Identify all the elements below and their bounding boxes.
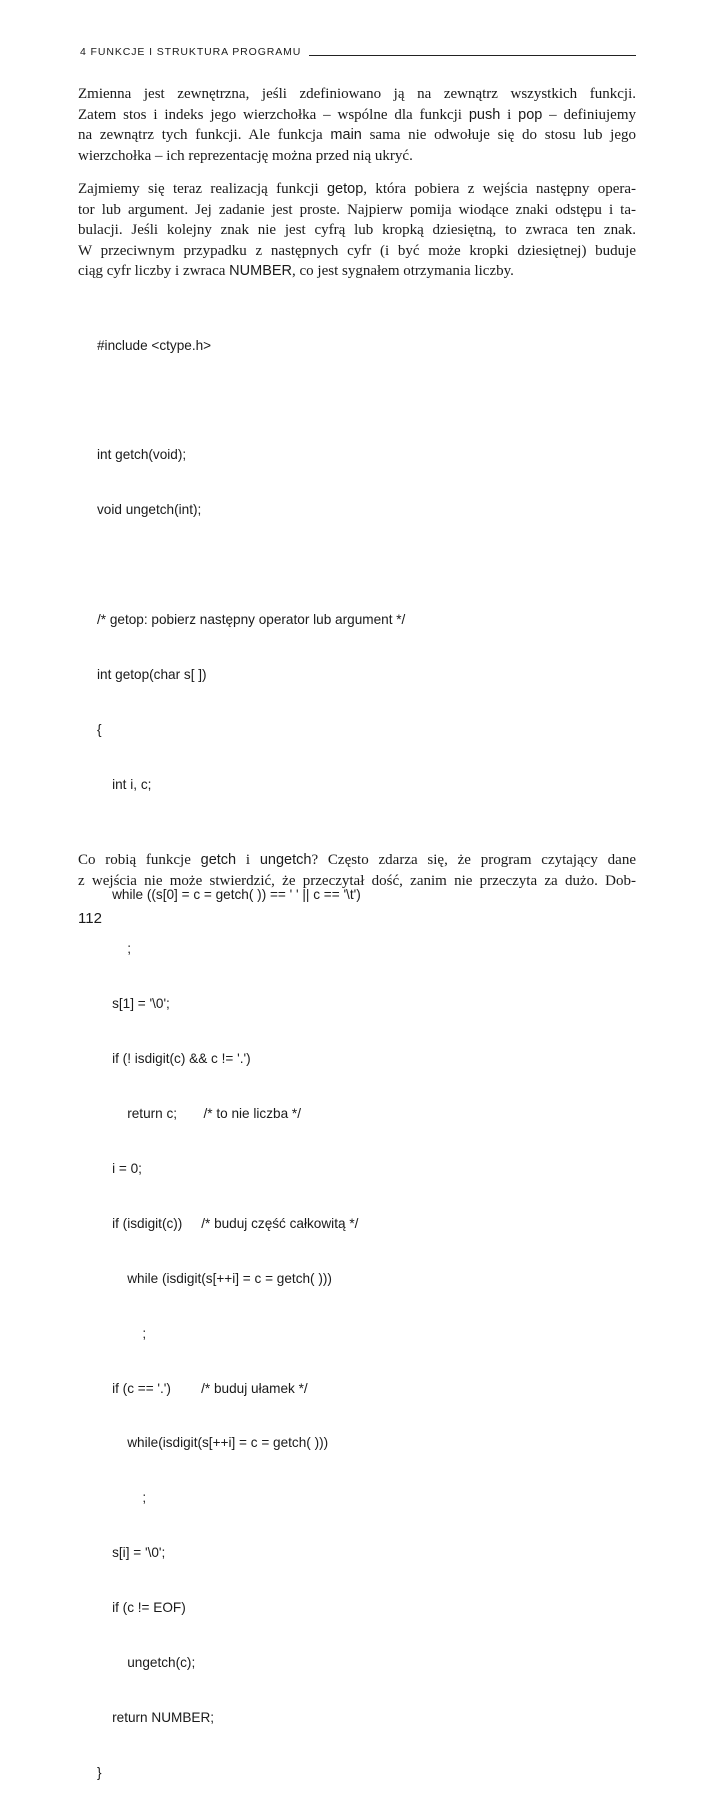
paragraph-getch-ungetch — [78, 850, 636, 891]
paragraph-line: ciąg cyfr liczby i zwraca NUMBER, co jest sygnałem otrzymania liczby. — [78, 263, 514, 279]
code-line: /* getop: pobierz następny operator lub argument */ — [97, 612, 406, 628]
paragraph-line: tor lub argument. Jej zadanie jest proste. Najpierw pomija wiodące znaki odstępu i ta- — [78, 201, 636, 218]
code-line: ; — [97, 1490, 147, 1506]
code-line: int i, c; — [97, 776, 152, 792]
inline-code-getch: getch — [200, 852, 237, 868]
code-line: while ((s[0] = c = getch( )) == ' ' || c == '\t') — [97, 886, 361, 902]
code-line — [97, 391, 405, 409]
code-line: if (! isdigit(c) && c != '.') — [97, 1051, 251, 1067]
code-line: if (c != EOF) — [97, 1600, 186, 1616]
code-line: ; — [97, 1325, 147, 1341]
code-line: return c; /* to nie liczba */ — [97, 1106, 301, 1122]
paragraph-line: na zewnątrz tych funkcji. Ale funkcja main sama nie odwołuje się do stosu lub jego — [78, 127, 637, 143]
code-line: if (c == '.') /* buduj ułamek */ — [97, 1380, 308, 1396]
code-line: i = 0; — [97, 1160, 142, 1176]
running-header — [80, 42, 636, 58]
code-line: int getop(char s[ ]) — [97, 666, 207, 682]
header-rule — [309, 55, 636, 56]
paragraph-line: W przeciwnym przypadku z następnych cyfr (i być może kropki dziesiętnej) buduje — [78, 242, 636, 259]
code-line: ; — [97, 941, 131, 957]
code-line: while (isdigit(s[++i] = c = getch( ))) — [97, 1270, 332, 1286]
paragraph-line: bulacji. Jeśli kolejny znak nie jest cyfrą lub kropką dziesiętną, to zwraca ten znak. — [78, 222, 636, 238]
code-line: { — [97, 721, 102, 737]
running-head-title: 4 FUNKCJE I STRUKTURA PROGRAMU — [80, 46, 302, 58]
code-listing-getop — [97, 300, 405, 1800]
code-line: int getch(void); — [97, 447, 187, 463]
paragraph-external-variables — [78, 84, 636, 166]
paragraph-line: Zmienna jest zewnętrzna, jeśli zdefiniowano ją na zewnątrz wszystkich funkcji. — [78, 86, 636, 102]
code-line: while(isdigit(s[++i] = c = getch( ))) — [97, 1435, 329, 1451]
paragraph-getop-intro — [78, 179, 636, 282]
inline-code-push: push — [468, 106, 501, 123]
inline-code-ungetch: ungetch — [259, 852, 312, 868]
code-line: } — [97, 1764, 102, 1780]
paragraph-line: Zatem stos i indeks jego wierzchołka – wspólne dla funkcji push i pop – definiujemy — [78, 106, 637, 123]
code-line: #include <ctype.h> — [97, 337, 212, 353]
paragraph-line: wierzchołka – ich reprezentację można przed nią ukryć. — [78, 147, 413, 164]
paragraph-line: Co robią funkcje getch i ungetch? Często zdarza się, że program czytający dane — [78, 852, 637, 868]
inline-code-number: NUMBER — [229, 263, 293, 279]
paragraph-line: Zajmiemy się teraz realizacją funkcji getop, która pobiera z wejścia następny opera- — [78, 181, 637, 197]
inline-code-pop: pop — [518, 106, 543, 123]
code-line — [97, 831, 405, 849]
code-line: if (isdigit(c)) /* buduj część całkowitą */ — [97, 1215, 359, 1231]
code-line: return NUMBER; — [97, 1709, 215, 1725]
code-line: s[i] = '\0'; — [97, 1545, 166, 1561]
page-number: 112 — [78, 910, 102, 927]
inline-code-main: main — [330, 127, 362, 143]
code-line — [97, 556, 405, 574]
code-line: ungetch(c); — [97, 1654, 196, 1670]
code-line: void ungetch(int); — [97, 502, 202, 518]
paragraph-line: z wejścia nie może stwierdzić, że przeczytał dość, zanim nie przeczyta za dużo. Dob- — [78, 872, 636, 889]
code-line: s[1] = '\0'; — [97, 996, 170, 1012]
inline-code-getop: getop — [326, 181, 364, 197]
